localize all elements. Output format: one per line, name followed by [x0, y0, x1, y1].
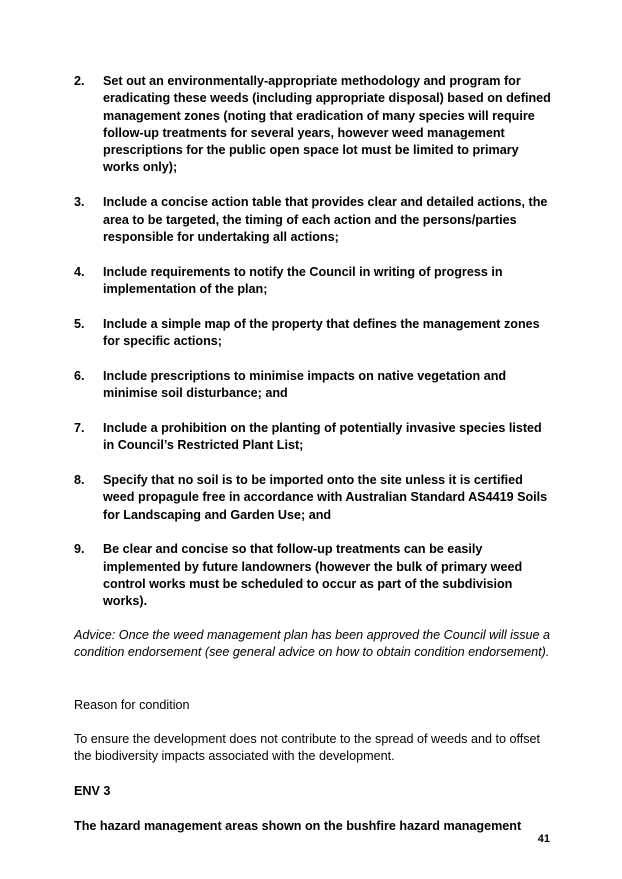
list-item	[74, 541, 554, 610]
list-item-number: 8.	[74, 473, 85, 488]
reason-heading: Reason for condition	[74, 698, 190, 712]
hazard-paragraph: The hazard management areas shown on the bushfire hazard management	[74, 819, 522, 833]
list-item-number: 3.	[74, 195, 85, 210]
list-item	[74, 316, 554, 351]
list-item-number: 4.	[74, 264, 85, 279]
list-item	[74, 264, 554, 299]
list-item	[74, 73, 554, 177]
list-item-number: 7.	[74, 420, 85, 435]
list-item	[74, 420, 554, 455]
list-item-text: Include prescriptions to minimise impacts on native vegetation and minimise soil disturbance; and	[103, 368, 507, 401]
advice-note: Advice: Once the weed management plan has been approved the Council will issue a condition endorsement (see general advice on how to obtain condition endorsement).	[74, 628, 551, 660]
list-item-text: Include a simple map of the property that defines the management zones for specific actions;	[103, 316, 540, 349]
list-item-text: Include requirements to notify the Council in writing of progress in implementation of the plan;	[103, 264, 503, 296]
list-item-number: 5.	[74, 316, 85, 331]
list-item-number: 2.	[74, 74, 85, 88]
list-item-text: Set out an environmentally-appropriate methodology and program for eradicating these weeds (including appropriate disposal) based on defined management zones (noting that eradication of many species will require follow-up treatments for several years, however weed management prescriptions for the public open space lot must be limited to primary works only);	[103, 74, 551, 175]
list-item-number: 6.	[74, 368, 85, 383]
list-item	[74, 368, 554, 403]
list-item-text: Include a prohibition on the planting of potentially invasive species listed in Council’s Restricted Plant List;	[103, 420, 542, 453]
list-item-text: Be clear and concise so that follow-up treatments can be easily implemented by future landowners (however the bulk of primary weed control works must be scheduled to occur as part of the subdivision works).	[103, 542, 523, 609]
list-item-text: Specify that no soil is to be imported onto the site unless it is certified weed propagule free in accordance with Australian Standard AS4419 Soils for Landscaping and Garden Use; and	[103, 473, 548, 522]
list-item-text: Include a concise action table that provides clear and detailed actions, the area to be targeted, the timing of each action and the persons/parties responsible for undertaking all actions;	[103, 195, 548, 244]
list-item	[74, 472, 554, 524]
list-item-number: 9.	[74, 542, 85, 557]
condition-list	[74, 73, 554, 628]
reason-text: To ensure the development does not contribute to the spread of weeds and to offset the biodiversity impacts associated with the development.	[74, 732, 541, 764]
page-number: 41	[537, 833, 550, 845]
list-item	[74, 194, 554, 246]
condition-heading: ENV 3	[74, 784, 111, 798]
